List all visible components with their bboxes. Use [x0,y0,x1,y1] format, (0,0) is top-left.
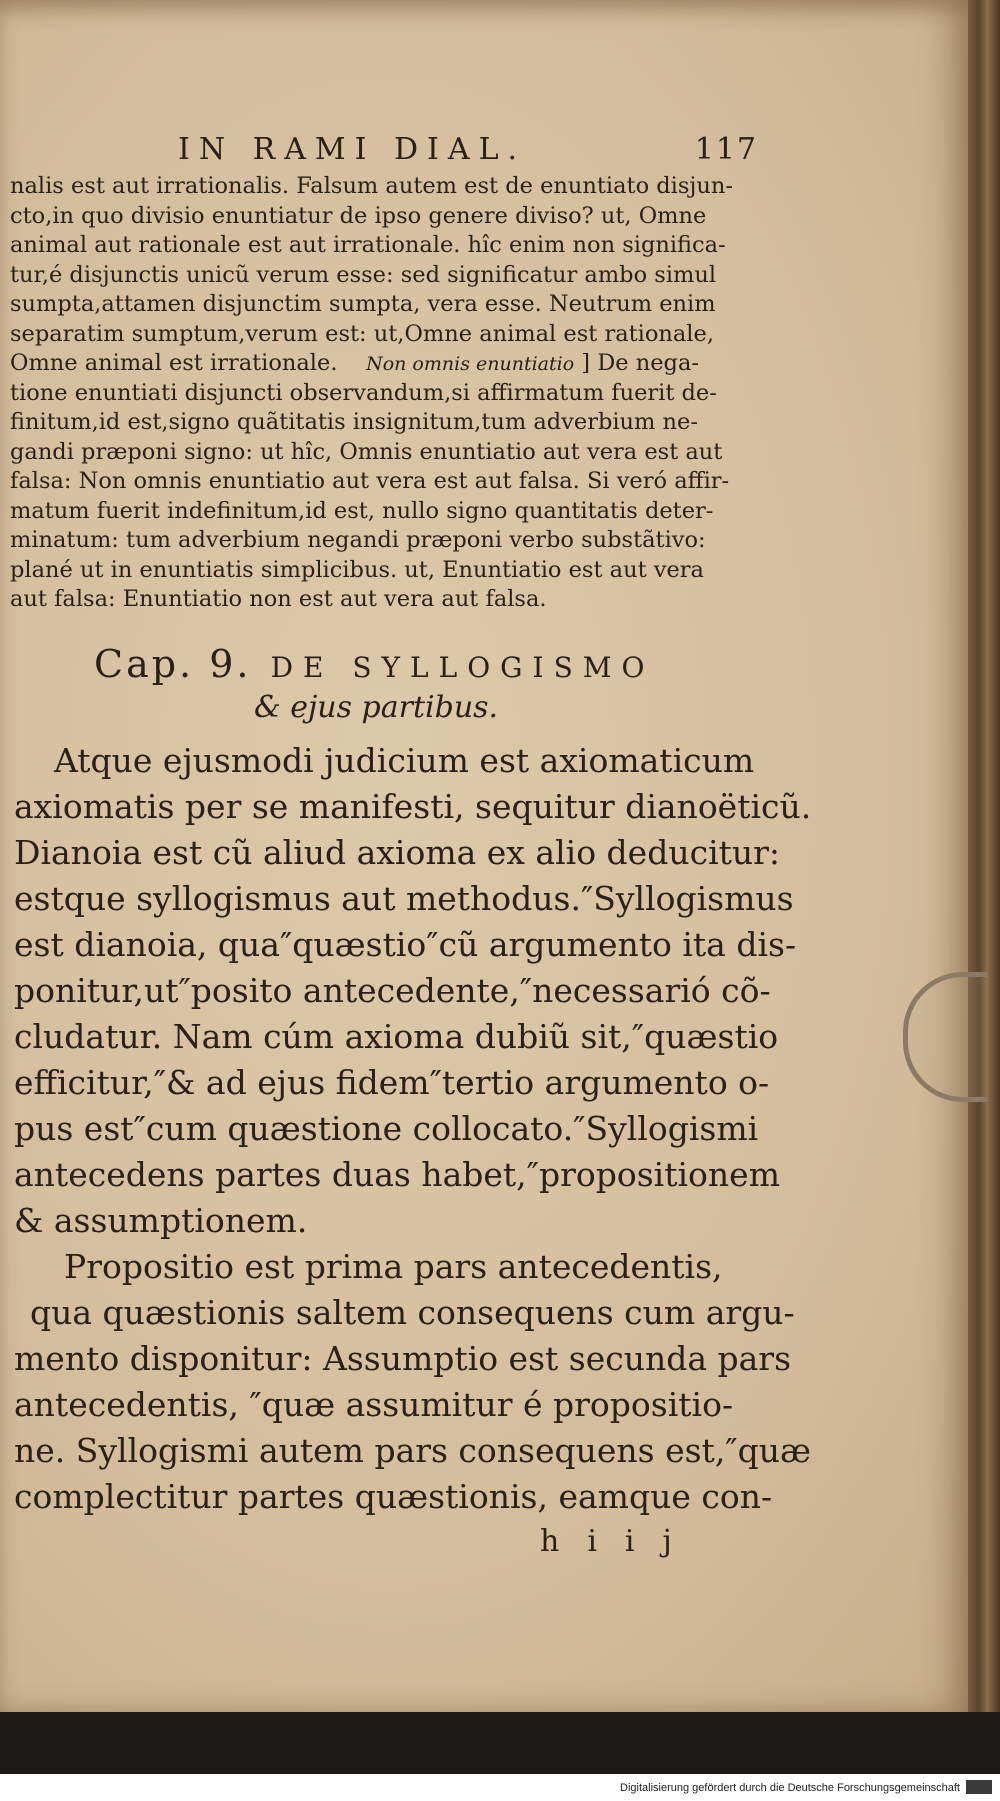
text-line: Propositio est prima pars antecedentis, [64,1247,723,1286]
text-line: cludatur. Nam cúm axioma dubiũ sit,″quæstio [14,1017,779,1056]
text-line: tur,é disjunctis unicũ verum esse: sed significatur ambo simul [10,261,717,288]
text-line: nalis est aut irrationalis. Falsum autem est de enuntiato disjun- [10,173,733,199]
text-line-with-lemma [10,349,765,379]
signature-mark [540,1524,700,1559]
text-line: plané ut in enuntiatis simplicibus. ut, Enuntiatio est aut vera [10,556,704,583]
small-text-block [10,172,765,615]
text-segment: Omne animal est irrationale. [10,350,338,376]
text-line: animal aut rationale est aut irrationale. hîc enim non significa- [10,232,726,258]
text-line: Atque ejusmodi judicium est axiomaticum [54,741,755,780]
running-head-title: IN RAMI DIAL. [178,132,527,167]
dfg-logo [966,1780,992,1794]
text-line: matum fuerit indefinitum,id est, nullo signo quantitatis deter- [10,497,714,524]
text-line: qua quæstionis saltem consequens cum argu- [30,1293,795,1332]
text-line: est dianoia, qua″quæstio″cũ argumento ita dis- [14,925,797,964]
text-line: falsa: Non omnis enuntiatio aut vera est aut falsa. Si veró affir- [10,468,730,494]
running-head [178,132,758,172]
text-line: & assumptionem. [14,1201,308,1240]
funding-credit: Digitalisierung gefördert durch die Deutsche Forschungsgemeinschaft [620,1782,960,1794]
lemma-after: ] De nega- [581,350,699,376]
page-number: 117 [694,132,758,167]
text-line: sumpta,attamen disjunctim sumpta, vera esse. Neutrum enim [10,291,716,317]
chapter-number: Cap. 9. [94,642,252,686]
text-line: ponitur,ut″posito antecedente,″necessarió cõ- [14,971,771,1010]
text-line: ne. Syllogismi autem pars consequens est,″quæ [14,1431,812,1470]
signature-numeral: iij [587,1524,700,1559]
text-line: antecedentis, ″quæ assumitur é propositio- [14,1385,734,1424]
text-line: pus est″cum quæstione collocato.″Syllogismi [14,1109,759,1148]
lemma-italic: Non omnis enuntiatio [366,353,575,375]
chapter-subtitle: & ejus partibus. [254,690,499,725]
chapter-title: DE SYLLOGISMO [270,651,655,684]
signature-letter: h [540,1524,588,1559]
footer-bar [0,1774,1000,1801]
text-line: axiomatis per se manifesti, sequitur dianoëticũ. [14,787,812,826]
text-line: separatim sumptum,verum est: ut,Omne animal est rationale, [10,320,714,347]
text-line: finitum,id est,signo quãtitatis insignitum,tum adverbium ne- [10,409,698,435]
scan-background [0,1712,1000,1774]
text-line: gandi præponi signo: ut hîc, Omnis enuntiatio aut vera est aut [10,438,723,465]
page-edge [968,0,1000,1712]
text-line: tione enuntiati disjuncti observandum,si affirmatum fuerit de- [10,379,717,406]
text-line: efficitur,″& ad ejus fidem″tertio argumento o- [14,1063,770,1102]
text-line: mento disponitur: Assumptio est secunda pars [14,1339,792,1378]
text-line: antecedens partes duas habet,″propositionem [14,1155,780,1194]
text-line: aut falsa: Enuntiatio non est aut vera aut falsa. [10,586,547,612]
text-line: minatum: tum adverbium negandi præponi verbo substãtivo: [10,527,706,553]
text-line: estque syllogismus aut methodus.″Syllogismus [14,879,794,918]
text-line: complectitur partes quæstionis, eamque con- [14,1477,773,1516]
chapter-heading [94,642,794,725]
text-line: Dianoia est cũ aliud axioma ex alio deducitur: [14,833,781,872]
text-line: cto,in quo divisio enuntiatur de ipso genere diviso? ut, Omne [10,202,707,229]
main-text-block [14,738,812,1520]
